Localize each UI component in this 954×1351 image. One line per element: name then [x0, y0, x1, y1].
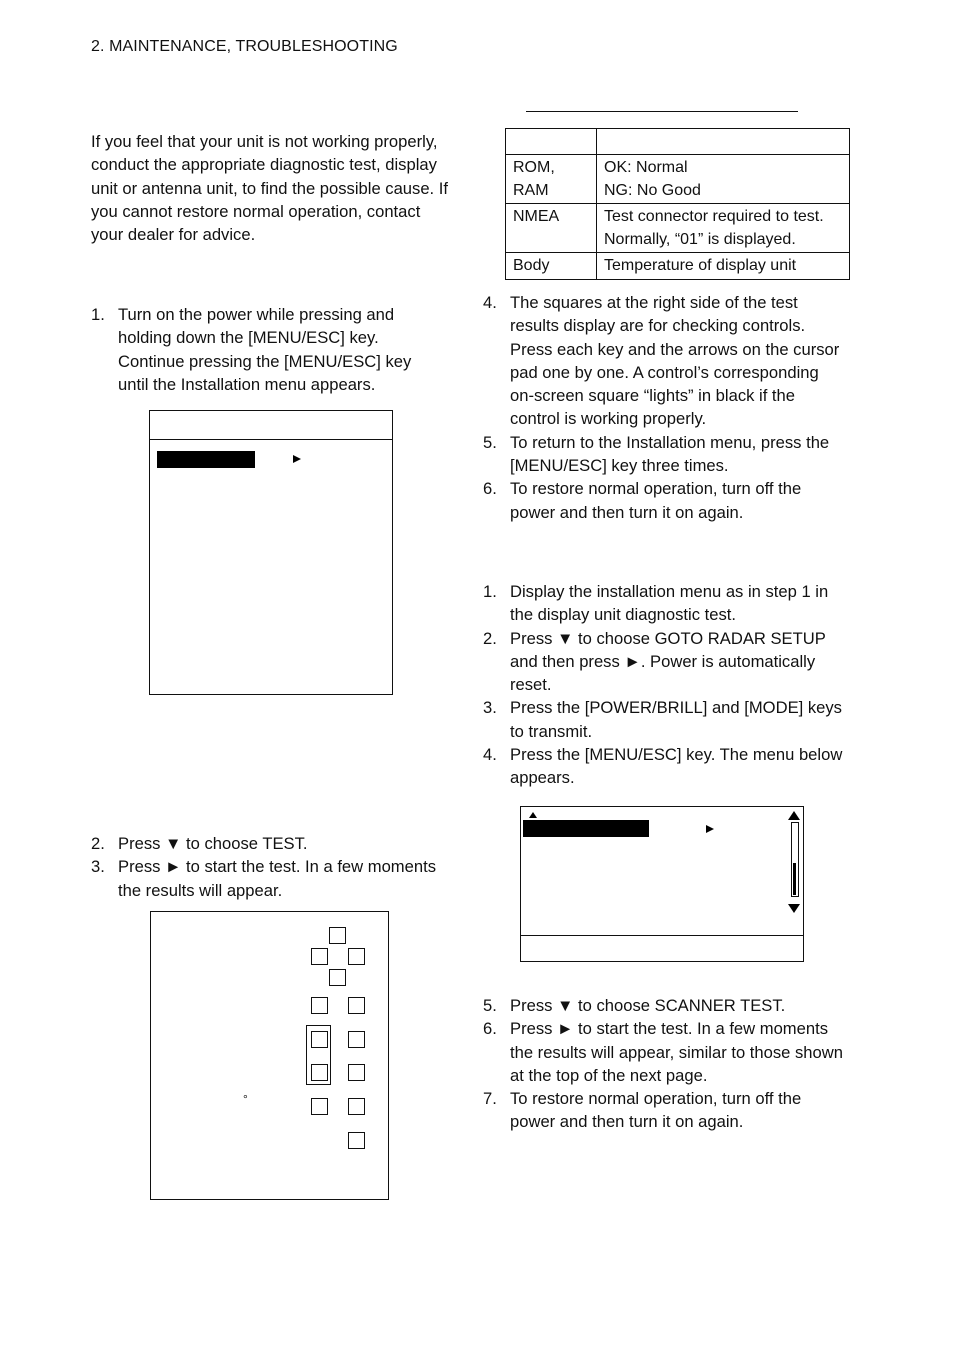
- step-number: 3.: [91, 857, 105, 877]
- menu-highlight-bar: [157, 451, 255, 468]
- table-meaning-cell: Test connector required to test. Normally, “01” is displayed.: [597, 204, 850, 253]
- step-item: [483, 994, 843, 1017]
- menu-top-arrow-icon: [529, 812, 537, 818]
- scroll-down-icon: [788, 904, 800, 913]
- step-number: 1.: [483, 582, 497, 601]
- key-check-square: [311, 1031, 328, 1048]
- step-text: To restore normal operation, turn off the power and then turn it on again.: [510, 1089, 802, 1132]
- step-text: The squares at the right side of the test results display are for checking controls. Press each key and the arrows on the cursor pad one by one. A control’s corresponding on-screen square “lights” in black if the control is working properly.: [510, 293, 840, 429]
- step-text: Press ▼ to choose TEST.: [118, 834, 308, 853]
- scrollbar-thumb: [793, 863, 796, 895]
- table-meaning-cell: OK: Normal NG: No Good: [597, 155, 850, 204]
- step-text: Press ▼ to choose SCANNER TEST.: [510, 996, 786, 1015]
- step-number: 3.: [483, 698, 497, 718]
- step-item: [91, 855, 441, 902]
- step-text: To restore normal operation, turn off the power and then turn it on again.: [510, 479, 802, 522]
- antenna-test-steps-a: [483, 580, 843, 790]
- display-test-steps-cont: [483, 291, 843, 524]
- step-item: [483, 580, 843, 627]
- step-text: Turn on the power while pressing and holding down the [MENU/ESC] key. Continue pressing the [MENU/ESC] key until the Installation menu appears.: [118, 305, 412, 394]
- step-number: 5.: [483, 432, 497, 452]
- test-results-screen: [150, 911, 389, 1200]
- cursor-up-square: [329, 927, 346, 944]
- step-number: 6.: [483, 1019, 497, 1039]
- table-item-cell: ROM, RAM: [506, 155, 597, 204]
- step-text: Press ▼ to choose GOTO RADAR SETUP and then press ►. Power is automatically reset.: [510, 628, 826, 695]
- table-meaning-cell: Temperature of display unit: [597, 253, 850, 280]
- step-item: [483, 1087, 843, 1134]
- scrollbar-track: [791, 822, 799, 897]
- menu-highlight-bar: [523, 820, 649, 837]
- cursor-right-square: [348, 948, 365, 965]
- table-row: [506, 253, 850, 280]
- step-item: [483, 1017, 843, 1087]
- step-number: 6.: [483, 479, 497, 499]
- display-test-steps-b: [91, 832, 441, 902]
- radar-menu-screen: [520, 806, 804, 962]
- step-number: 2.: [483, 628, 497, 648]
- degree-mark: °: [243, 1092, 248, 1106]
- step-item: [91, 303, 441, 396]
- step-text: Press ► to start the test. In a few moments the results will appear.: [118, 857, 436, 900]
- key-check-square: [348, 1098, 365, 1115]
- table-row: [506, 155, 850, 204]
- scroll-up-icon: [788, 811, 800, 820]
- intro-paragraph: If you feel that your unit is not working properly, conduct the appropriate diagnostic test, display unit or antenna unit, to find the possible cause. If you cannot restore normal operation, contact your dealer for advice.: [91, 132, 449, 245]
- step-item: [483, 477, 843, 524]
- page-header: 2. MAINTENANCE, TROUBLESHOOTING: [91, 38, 398, 55]
- display-test-steps-a: [91, 303, 441, 396]
- step-item: [483, 743, 843, 790]
- cursor-down-square: [329, 969, 346, 986]
- step-number: 5.: [483, 996, 497, 1015]
- key-check-square: [348, 997, 365, 1014]
- step-number: 2.: [91, 834, 105, 853]
- step-item: [483, 431, 843, 478]
- key-check-square: [311, 997, 328, 1014]
- step-number: 7.: [483, 1089, 497, 1109]
- step-item: [483, 627, 843, 697]
- step-number: 4.: [483, 745, 497, 765]
- step-number: 1.: [91, 305, 105, 324]
- key-check-square: [348, 1132, 365, 1149]
- table-header-row: [506, 129, 850, 155]
- table-item-cell: NMEA: [506, 204, 597, 253]
- table-header-cell: [506, 129, 597, 155]
- step-item: [483, 291, 843, 431]
- step-number: 4.: [483, 293, 497, 312]
- step-text: Press the [POWER/BRILL] and [MODE] keys to transmit.: [510, 698, 842, 741]
- cursor-left-square: [311, 948, 328, 965]
- menu-status-divider: [521, 935, 803, 936]
- step-item: [91, 832, 441, 855]
- key-check-square: [348, 1031, 365, 1048]
- step-text: To return to the Installation menu, press the [MENU/ESC] key three times.: [510, 432, 830, 476]
- antenna-test-steps-b: [483, 994, 843, 1134]
- table-header-cell: [597, 129, 850, 155]
- installation-menu-screen: [149, 410, 393, 695]
- submenu-arrow-icon: [293, 455, 301, 463]
- step-text: Display the installation menu as in step 1 in the display unit diagnostic test.: [510, 582, 829, 625]
- test-results-table: [505, 128, 850, 280]
- table-item-cell: Body: [506, 253, 597, 280]
- key-check-square: [311, 1064, 328, 1081]
- table-caption-rule: [526, 111, 798, 112]
- step-text: Press the [MENU/ESC] key. The menu below appears.: [510, 745, 843, 788]
- step-text: Press ► to start the test. In a few moments the results will appear, similar to those shown at the top of the next page.: [510, 1019, 843, 1085]
- table-row: [506, 204, 850, 253]
- key-check-square: [348, 1064, 365, 1081]
- key-check-square: [311, 1098, 328, 1115]
- submenu-arrow-icon: [706, 825, 714, 833]
- menu-title-divider: [150, 439, 392, 440]
- step-item: [483, 696, 843, 743]
